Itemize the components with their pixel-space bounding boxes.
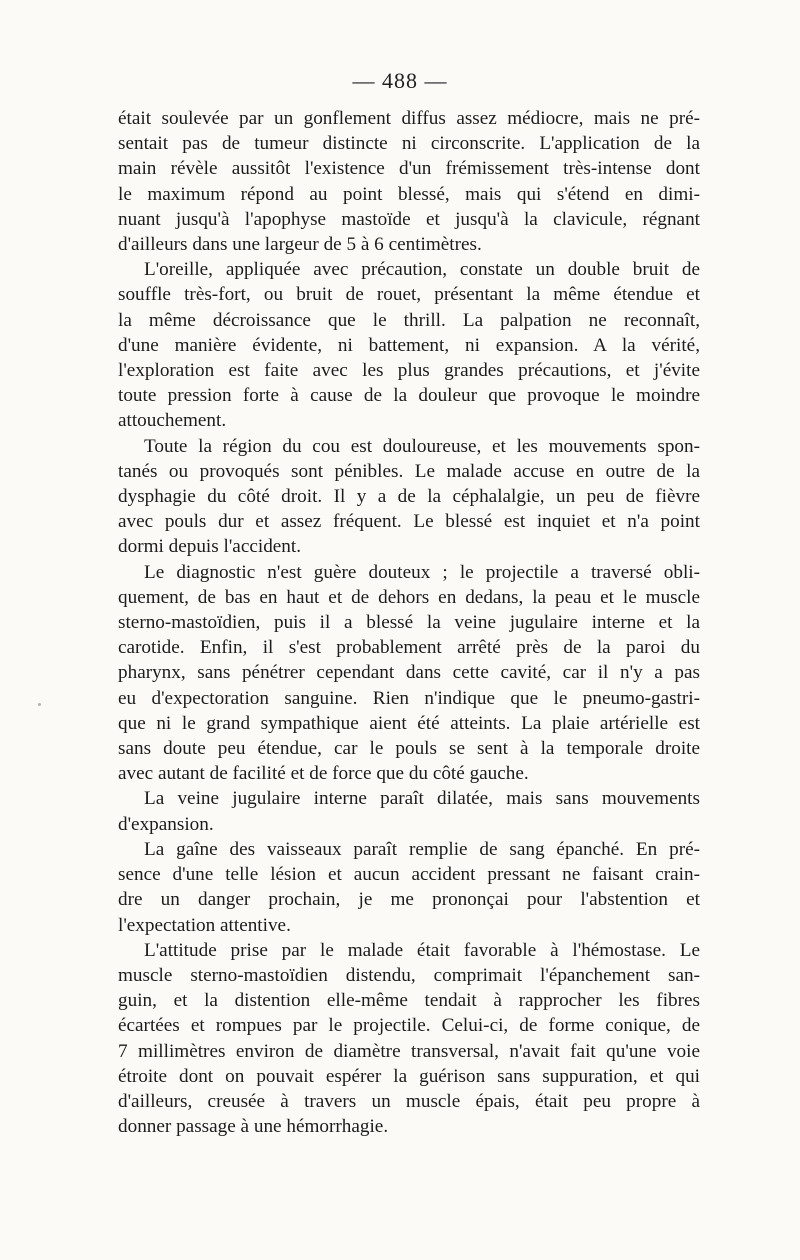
- text-line: l'expectation attentive.: [118, 914, 291, 936]
- paragraph: [118, 786, 700, 836]
- text-line: toute pression forte à cause de la douleur que provoque le moindre: [118, 385, 700, 407]
- text-line: eu d'expectoration sanguine. Rien n'indique que le pneumo-gastri-: [118, 687, 700, 709]
- text-line: d'ailleurs dans une largeur de 5 à 6 centimètres.: [118, 234, 482, 256]
- text-line: dormi depuis l'accident.: [118, 536, 302, 558]
- text-line: d'ailleurs, creusée à travers un muscle épais, était peu propre à: [118, 1090, 700, 1112]
- text-line: d'une manière évidente, ni battement, ni expansion. A la vérité,: [118, 334, 700, 356]
- text-line: donner passage à une hémorrhagie.: [118, 1116, 389, 1138]
- text-line: L'attitude prise par le malade était favorable à l'hémostase. Le: [144, 939, 700, 961]
- text-line: sans doute peu étendue, car le pouls se sent à la temporale droite: [118, 738, 700, 760]
- text-line: souffle très-fort, ou bruit de rouet, présentant la même étendue et: [118, 284, 700, 306]
- text-line: Le diagnostic n'est guère douteux ; le projectile a traversé obli-: [144, 561, 700, 583]
- text-line: quement, de bas en haut et de dehors en dedans, la peau et le muscle: [118, 586, 700, 608]
- text-line: avec autant de facilité et de force que du côté gauche.: [118, 763, 529, 785]
- text-line: La veine jugulaire interne paraît dilatée, mais sans mouvements: [144, 788, 700, 810]
- text-line: d'expansion.: [118, 813, 214, 835]
- text-line: que ni le grand sympathique aient été atteints. La plaie artérielle est: [118, 712, 700, 734]
- text-line: tanés ou provoqués sont pénibles. Le malade accuse en outre de la: [118, 460, 700, 482]
- text-line: le maximum répond au point blessé, mais qui s'étend en dimi-: [118, 183, 700, 205]
- text-line: était soulevée par un gonflement diffus assez médiocre, mais ne pré-: [118, 108, 700, 129]
- text-line: sentait pas de tumeur distincte ni circonscrite. L'application de la: [118, 133, 700, 155]
- page-number: — 488 —: [352, 68, 448, 93]
- text-line: carotide. Enfin, il s'est probablement arrêté près de la paroi du: [118, 637, 700, 659]
- paragraph: [118, 106, 700, 257]
- paragraph: [118, 257, 700, 433]
- text-line: attouchement.: [118, 410, 227, 432]
- text-line: la même décroissance que le thrill. La palpation ne reconnaît,: [118, 309, 700, 331]
- text-line: La gaîne des vaisseaux paraît remplie de sang épanché. En pré-: [144, 838, 700, 860]
- text-line: sence d'une telle lésion et aucun accident pressant ne faisant crain-: [118, 864, 700, 886]
- text-line: guin, et la distention elle-même tendait à rapprocher les fibres: [118, 990, 700, 1012]
- paragraph: [118, 560, 700, 787]
- text-line: muscle sterno-mastoïdien distendu, comprimait l'épanchement san-: [118, 964, 700, 986]
- paragraph: [118, 434, 700, 560]
- text-line: pharynx, sans pénétrer cependant dans cette cavité, car il n'y a pas: [118, 662, 700, 684]
- text-line: 7 millimètres environ de diamètre transversal, n'avait fait qu'une voie: [118, 1040, 700, 1062]
- text-line: dysphagie du côté droit. Il y a de la céphalalgie, un peu de fièvre: [118, 486, 700, 508]
- text-line: nuant jusqu'à l'apophyse mastoïde et jusqu'à la clavicule, régnant: [118, 208, 700, 230]
- paragraph: [118, 938, 700, 1140]
- text-line: sterno-mastoïdien, puis il a blessé la veine jugulaire interne et la: [118, 612, 700, 634]
- text-line: écartées et rompues par le projectile. Celui-ci, de forme conique, de: [118, 1015, 700, 1037]
- paragraph: [118, 837, 700, 938]
- text-line: main révèle aussitôt l'existence d'un frémissement très-intense dont: [118, 158, 700, 180]
- text-line: étroite dont on pouvait espérer la guérison sans suppuration, et qui: [118, 1065, 700, 1087]
- text-line: l'exploration est faite avec les plus grandes précautions, et j'évite: [118, 360, 700, 382]
- text-line: avec pouls dur et assez fréquent. Le blessé est inquiet et n'a point: [118, 511, 700, 533]
- body-text: [118, 106, 700, 1139]
- text-line: L'oreille, appliquée avec précaution, constate un double bruit de: [144, 259, 700, 281]
- text-line: Toute la région du cou est douloureuse, et les mouvements spon-: [144, 435, 700, 457]
- paper-speck: [38, 703, 41, 706]
- text-line: dre un danger prochain, je me prononçai pour l'abstention et: [118, 889, 700, 911]
